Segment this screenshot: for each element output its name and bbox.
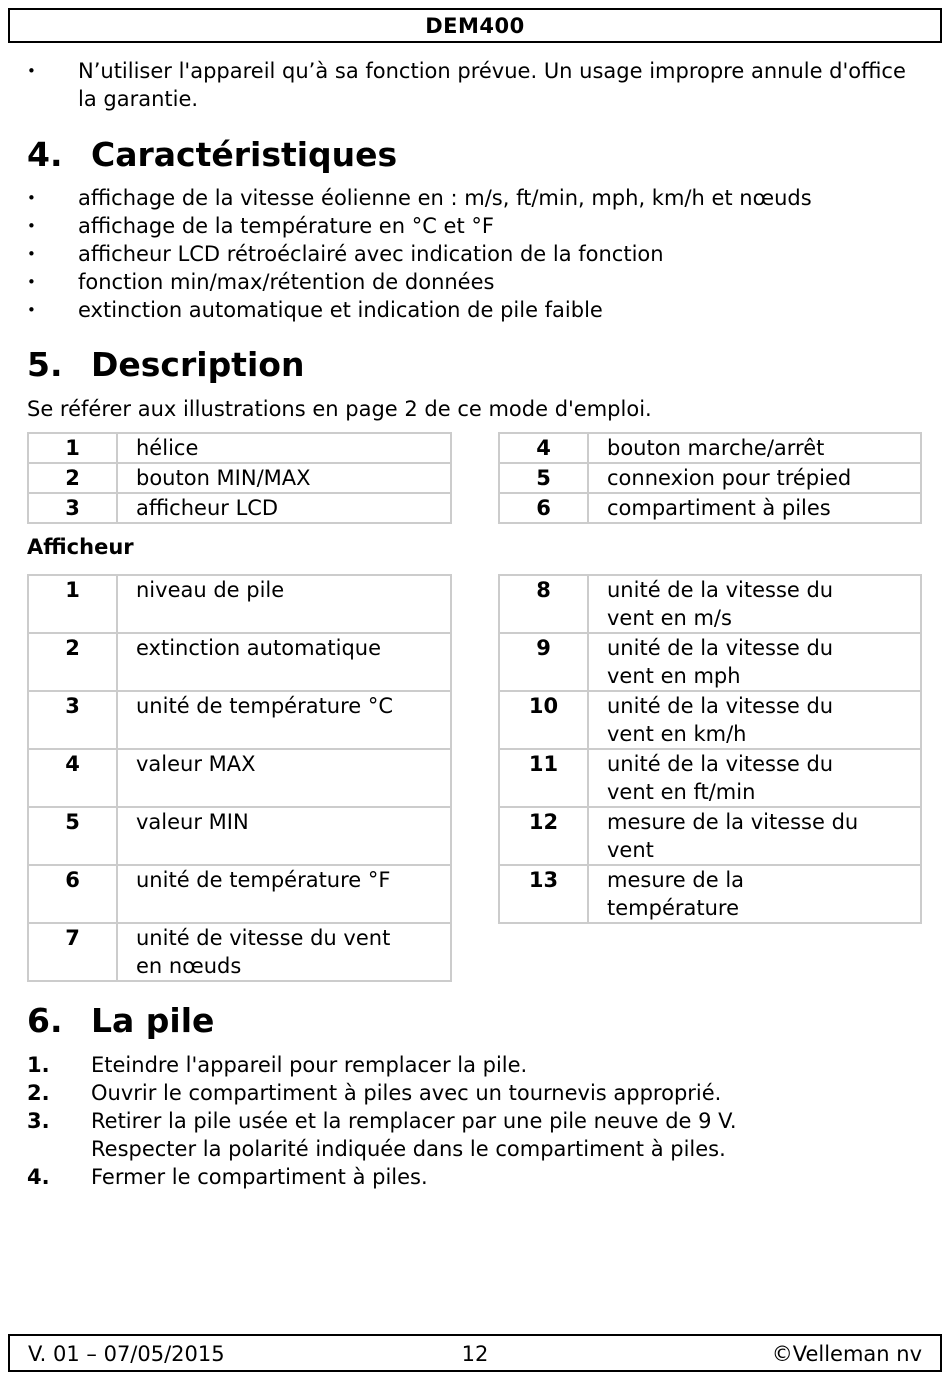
description-intro: Se référer aux illustrations en page 2 de ce mode d'emploi. — [27, 397, 652, 421]
item-label: afficheur LCD — [117, 493, 451, 523]
battery-steps-list — [27, 1051, 847, 1191]
page-number: 12 — [461, 1342, 489, 1366]
section-title: Description — [91, 345, 305, 384]
table-row — [499, 691, 921, 749]
intro-bullet-list — [27, 57, 927, 113]
item-label: mesure de la température — [588, 865, 921, 923]
table-row — [28, 633, 451, 691]
features-list — [27, 184, 812, 324]
table-row — [28, 923, 451, 981]
step-text: Ouvrir le compartiment à piles avec un tournevis approprié. — [91, 1081, 722, 1105]
table-row — [28, 865, 451, 923]
table-row — [28, 433, 451, 463]
item-label: valeur MIN — [117, 807, 451, 865]
item-label: niveau de pile — [117, 575, 451, 633]
list-item — [27, 1107, 847, 1163]
item-number: 6 — [28, 865, 117, 923]
step-number: 2. — [27, 1081, 50, 1105]
section-6-heading — [27, 1001, 214, 1040]
item-number: 7 — [28, 923, 117, 981]
item-label: valeur MAX — [117, 749, 451, 807]
list-item — [27, 1079, 847, 1107]
section-number: 6. — [27, 1001, 63, 1040]
item-number: 11 — [499, 749, 588, 807]
item-number: 4 — [499, 433, 588, 463]
table-row — [28, 575, 451, 633]
item-number: 2 — [28, 633, 117, 691]
item-number: 5 — [499, 463, 588, 493]
version-date: V. 01 – 07/05/2015 — [28, 1342, 225, 1366]
section-title: La pile — [91, 1001, 215, 1040]
item-number: 1 — [28, 575, 117, 633]
item-number: 9 — [499, 633, 588, 691]
copyright: ©Velleman nv — [771, 1342, 922, 1366]
step-text: Retirer la pile usée et la remplacer par une pile neuve de 9 V. Respecter la polarité indiquée dans le compartiment à piles. — [91, 1109, 737, 1161]
item-number: 12 — [499, 807, 588, 865]
item-label: bouton MIN/MAX — [117, 463, 451, 493]
list-item: • extinction automatique et indication de pile faible — [27, 296, 812, 324]
list-item: • affichage de la vitesse éolienne en : m/s, ft/min, mph, km/h et nœuds — [27, 184, 812, 212]
item-number: 3 — [28, 493, 117, 523]
table-row — [499, 493, 921, 523]
item-number: 1 — [28, 433, 117, 463]
parts-table-right — [498, 432, 922, 524]
display-table-right — [498, 574, 922, 924]
section-title: Caractéristiques — [91, 135, 398, 174]
item-label: compartiment à piles — [588, 493, 921, 523]
item-number: 4 — [28, 749, 117, 807]
item-label: unité de température °F — [117, 865, 451, 923]
list-item: • N’utiliser l'appareil qu’à sa fonction prévue. Un usage impropre annule d'office la garantie. — [27, 57, 917, 113]
item-label: unité de la vitesse du vent en ft/min — [588, 749, 921, 807]
table-row — [499, 749, 921, 807]
list-item — [27, 1051, 847, 1079]
item-label: bouton marche/arrêt — [588, 433, 921, 463]
display-table-left — [27, 574, 452, 982]
section-4-heading — [27, 135, 397, 174]
page-header — [8, 8, 942, 43]
step-number: 1. — [27, 1053, 50, 1077]
table-row — [28, 807, 451, 865]
item-number: 10 — [499, 691, 588, 749]
table-row — [28, 691, 451, 749]
display-heading: Afficheur — [27, 535, 134, 559]
item-label: unité de la vitesse du vent en mph — [588, 633, 921, 691]
table-row — [499, 865, 921, 923]
list-item: • fonction min/max/rétention de données — [27, 268, 812, 296]
section-number: 5. — [27, 345, 63, 384]
list-item: • affichage de la température en °C et °F — [27, 212, 812, 240]
item-label: mesure de la vitesse du vent — [588, 807, 921, 865]
item-number: 8 — [499, 575, 588, 633]
item-number: 5 — [28, 807, 117, 865]
item-label: unité de vitesse du vent en nœuds — [117, 923, 451, 981]
table-row — [28, 749, 451, 807]
page-footer — [8, 1334, 942, 1372]
section-5-heading — [27, 345, 304, 384]
item-label: unité de température °C — [117, 691, 451, 749]
table-row — [499, 575, 921, 633]
section-number: 4. — [27, 135, 63, 174]
list-item: • afficheur LCD rétroéclairé avec indication de la fonction — [27, 240, 812, 268]
item-label: connexion pour trépied — [588, 463, 921, 493]
step-number: 3. — [27, 1109, 50, 1133]
document-title: DEM400 — [425, 14, 525, 38]
list-item — [27, 1163, 847, 1191]
item-label: extinction automatique — [117, 633, 451, 691]
item-label: unité de la vitesse du vent en m/s — [588, 575, 921, 633]
table-row — [499, 633, 921, 691]
item-label: hélice — [117, 433, 451, 463]
item-number: 2 — [28, 463, 117, 493]
item-number: 3 — [28, 691, 117, 749]
table-row — [499, 463, 921, 493]
table-row — [499, 807, 921, 865]
item-number: 13 — [499, 865, 588, 923]
item-label: unité de la vitesse du vent en km/h — [588, 691, 921, 749]
table-row — [28, 463, 451, 493]
step-number: 4. — [27, 1165, 50, 1189]
table-row — [28, 493, 451, 523]
table-row — [499, 433, 921, 463]
step-text: Fermer le compartiment à piles. — [91, 1165, 428, 1189]
item-number: 6 — [499, 493, 588, 523]
parts-table-left — [27, 432, 452, 524]
step-text: Eteindre l'appareil pour remplacer la pile. — [91, 1053, 528, 1077]
